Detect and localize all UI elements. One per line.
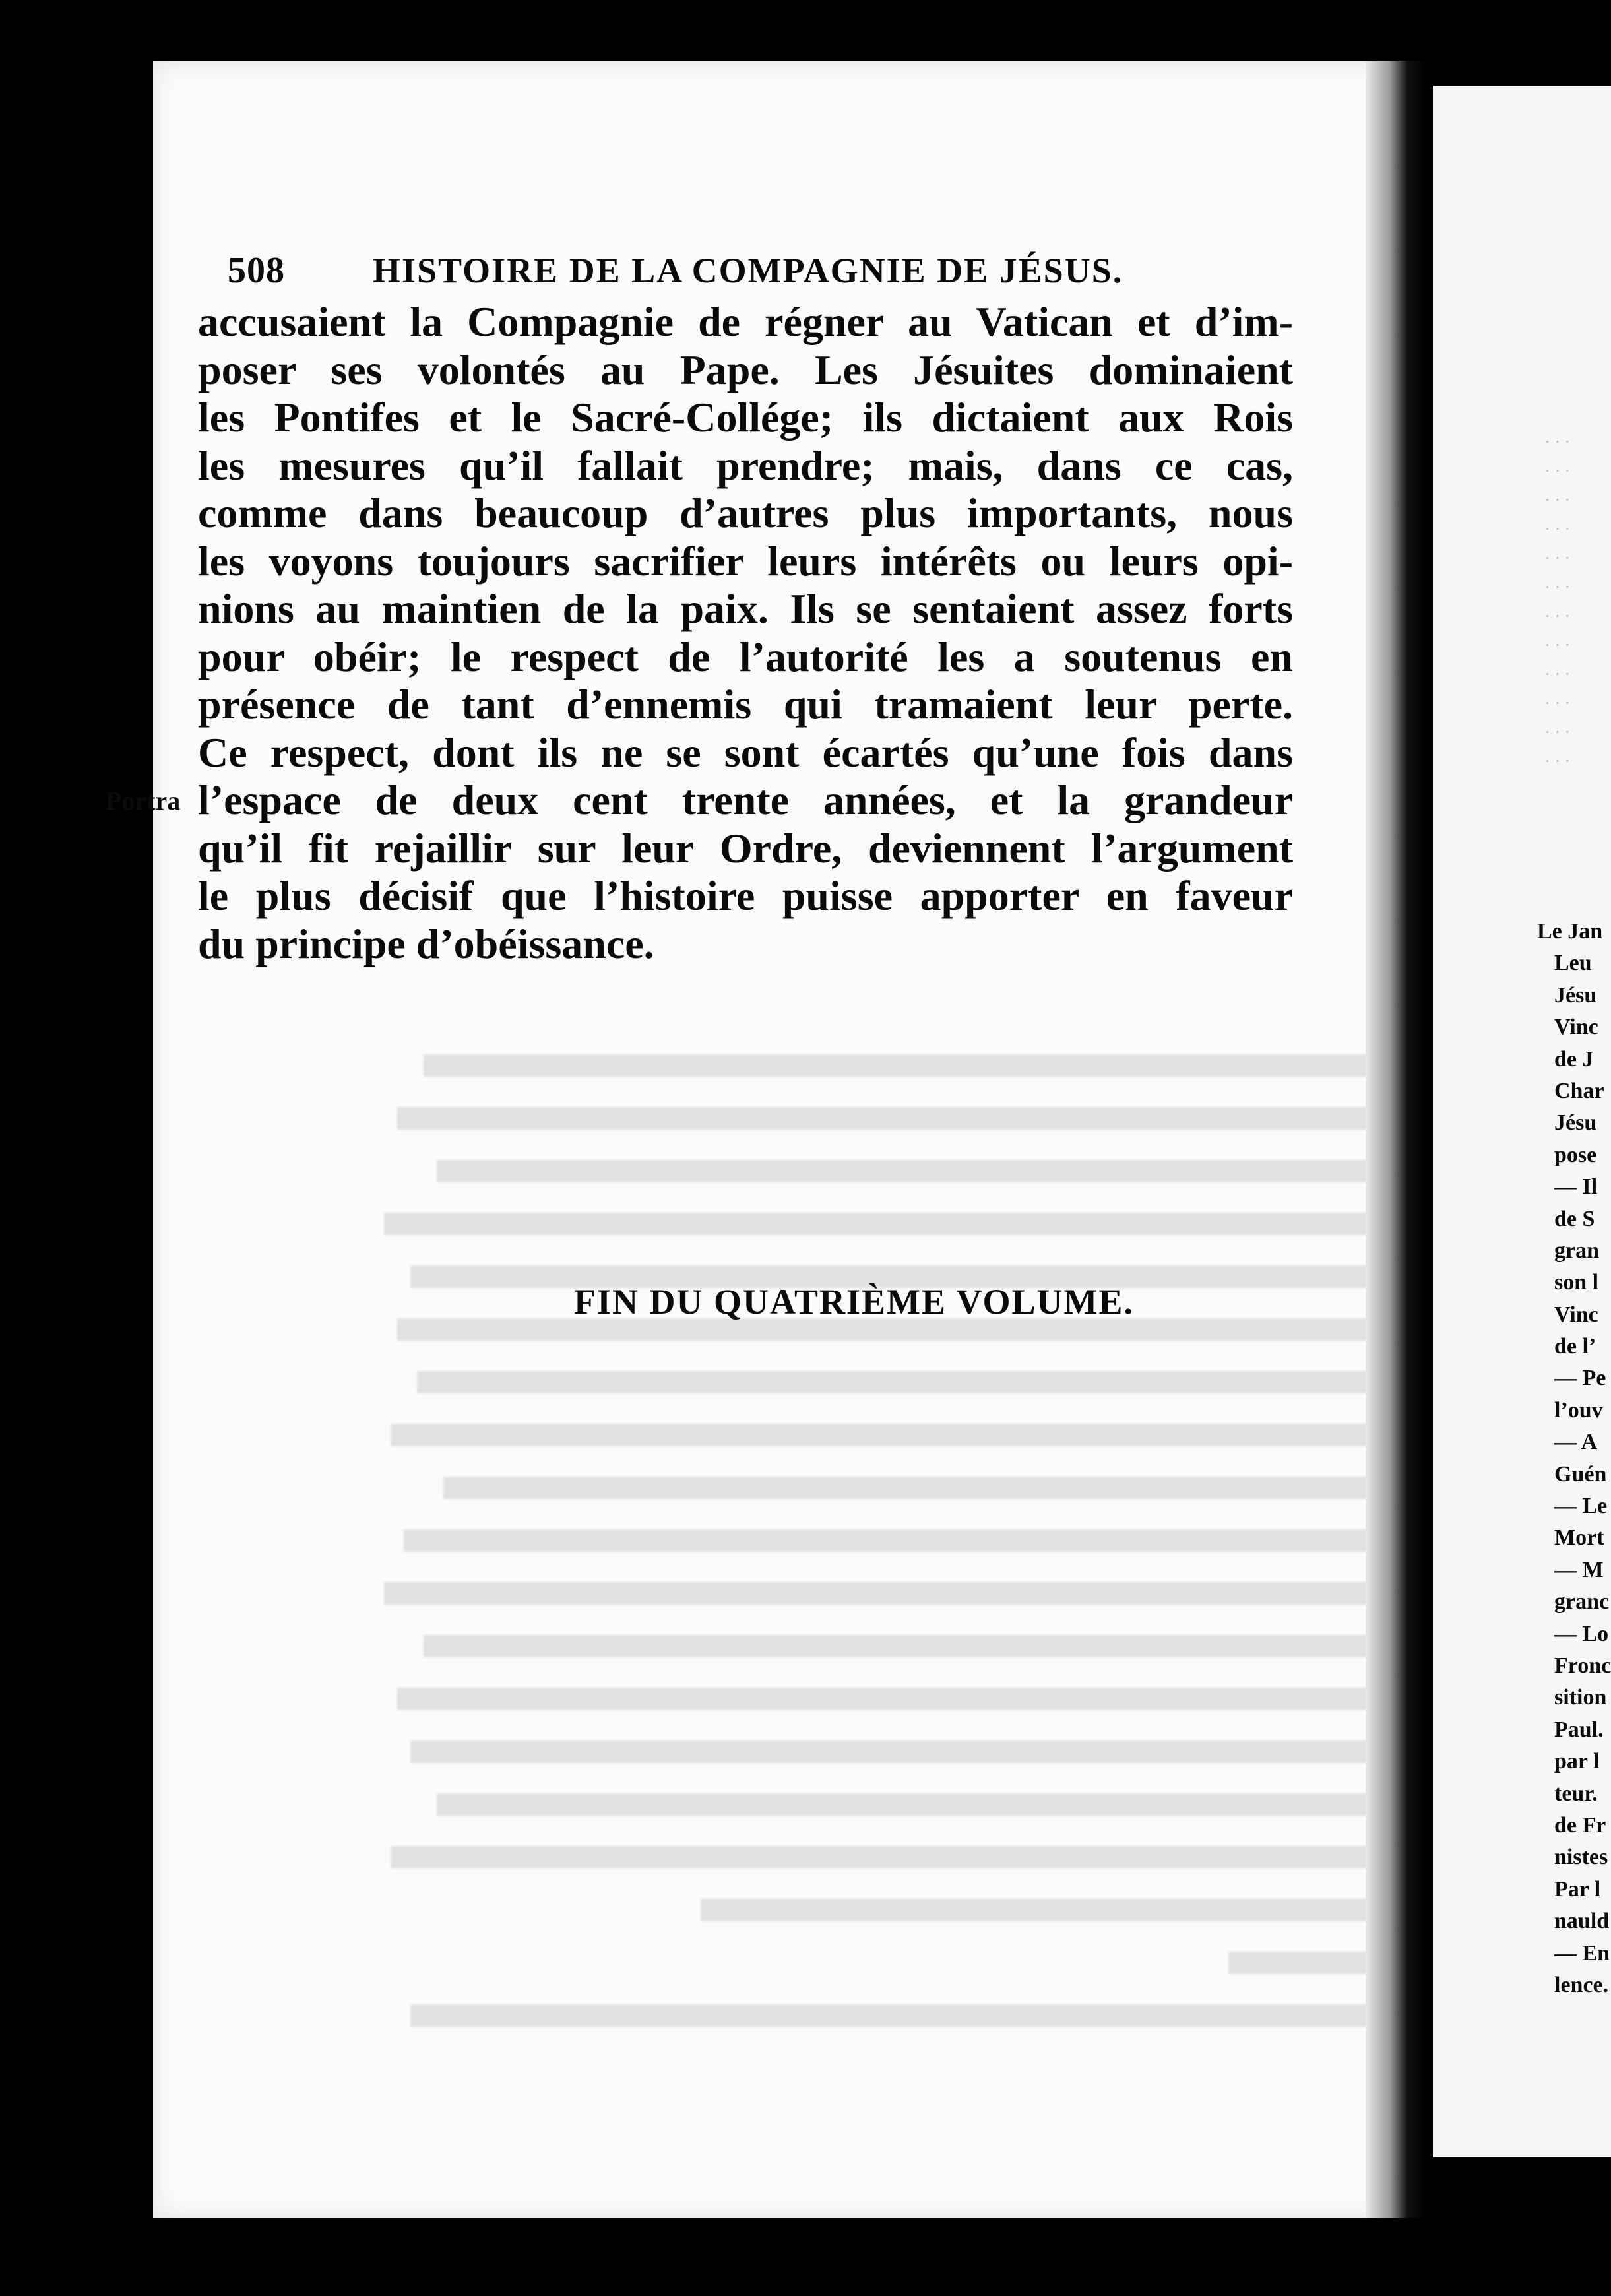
text-line: du principe d’obéissance. <box>198 920 654 967</box>
right-page-entry-line: — A <box>1554 1430 1598 1455</box>
right-page-entry-line: — Il <box>1554 1174 1598 1199</box>
text-line: accusaient la Compagnie de régner au Vatican et d’im- <box>198 298 1293 345</box>
right-page-entry-line: pose <box>1554 1142 1597 1167</box>
text-line: pour obéir; le respect de l’autorité les a soutenus en <box>198 633 1293 680</box>
text-line: les Pontifes et le Sacré-Collége; ils dictaient aux Rois <box>198 394 1293 441</box>
right-page-entry-line: son l <box>1554 1270 1599 1295</box>
right-page-entry-line: Vinc <box>1554 1302 1598 1327</box>
right-page-entry-line: teur. <box>1554 1781 1598 1806</box>
right-page-entry-line: Char <box>1554 1078 1604 1103</box>
right-page-entry-line: Mort <box>1554 1525 1604 1550</box>
text-line: poser ses volontés au Pape. Les Jésuites dominaient <box>198 346 1293 393</box>
text-line: présence de tant d’ennemis qui tramaient leur perte. <box>198 681 1293 728</box>
right-page-entry-line: de l’ <box>1554 1334 1596 1359</box>
right-page-entry-line: Par l <box>1554 1876 1601 1901</box>
text-line: Ce respect, dont ils ne se sont écartés qu’une fois dans <box>198 728 1293 776</box>
show-through-text <box>344 1037 1426 2040</box>
right-page-entry-line: — Pe <box>1554 1366 1606 1391</box>
book-gutter <box>1366 61 1425 2218</box>
right-page-entry-line: par l <box>1554 1749 1600 1774</box>
right-page-heading: Portra <box>106 786 181 815</box>
right-page-entry-line: gran <box>1554 1238 1599 1263</box>
right-page-entry-line: — Lo <box>1554 1621 1609 1646</box>
text-line: les voyons toujours sacrifier leurs intérêts ou leurs opi- <box>198 537 1293 585</box>
right-page-entry-line: nauld <box>1554 1909 1610 1934</box>
right-page-entry-line: Jésu <box>1554 982 1597 1007</box>
right-page-entry-line: de J <box>1554 1046 1594 1071</box>
right-page-entry-line: Jésu <box>1554 1110 1597 1135</box>
right-page-entry-line: granc <box>1554 1589 1610 1614</box>
right-page-entry-line: sition <box>1554 1685 1607 1710</box>
right-page-entry-line: de Fr <box>1554 1812 1606 1837</box>
text-line: nions au maintien de la paix. Ils se sentaient assez forts <box>198 585 1293 632</box>
right-page-entries <box>1537 916 1610 2001</box>
right-page-entry-line: — Le <box>1554 1494 1608 1519</box>
right-page-entry-line: Leu <box>1554 951 1592 976</box>
right-page-entry-line: — En <box>1554 1940 1610 1965</box>
right-page-entry-line: de S <box>1554 1206 1595 1231</box>
body-paragraph <box>198 298 1293 968</box>
text-line: qu’il fit rejaillir sur leur Ordre, deviennent l’argument <box>198 824 1293 872</box>
end-of-volume-note: FIN DU QUATRIÈME VOLUME. <box>574 1282 1134 1322</box>
right-page-faint-text: . . . . . . . . . . . . . . . . . . . . . . . . . . . . . . . . . . . . <box>1545 426 1570 767</box>
book-title: HISTOIRE DE LA COMPAGNIE DE JÉSUS. <box>373 251 1123 290</box>
right-page-entry-line: lence. <box>1554 1972 1609 1997</box>
right-page-entry-line: — M <box>1554 1557 1604 1582</box>
running-head <box>228 249 1283 292</box>
right-page-entry-line: Guén <box>1554 1461 1607 1486</box>
right-page-entry-line: nistes <box>1554 1845 1608 1870</box>
text-line: comme dans beaucoup d’autres plus importants, nous <box>198 490 1293 536</box>
right-page-entry-line: Le Jan <box>1537 919 1603 943</box>
right-page-entry-line: Fronc <box>1554 1653 1611 1678</box>
text-line: l’espace de deux cent trente années, et la grandeur <box>198 777 1293 823</box>
right-page-entry-line: l’ouv <box>1554 1397 1603 1422</box>
page-number: 508 <box>228 250 285 291</box>
right-page-entry-line: Vinc <box>1554 1015 1598 1040</box>
text-line: le plus décisif que l’histoire puisse apporter en faveur <box>198 872 1293 919</box>
text-line: les mesures qu’il fallait prendre; mais, dans ce cas, <box>198 441 1293 489</box>
right-page-entry-line: Paul. <box>1554 1717 1604 1742</box>
